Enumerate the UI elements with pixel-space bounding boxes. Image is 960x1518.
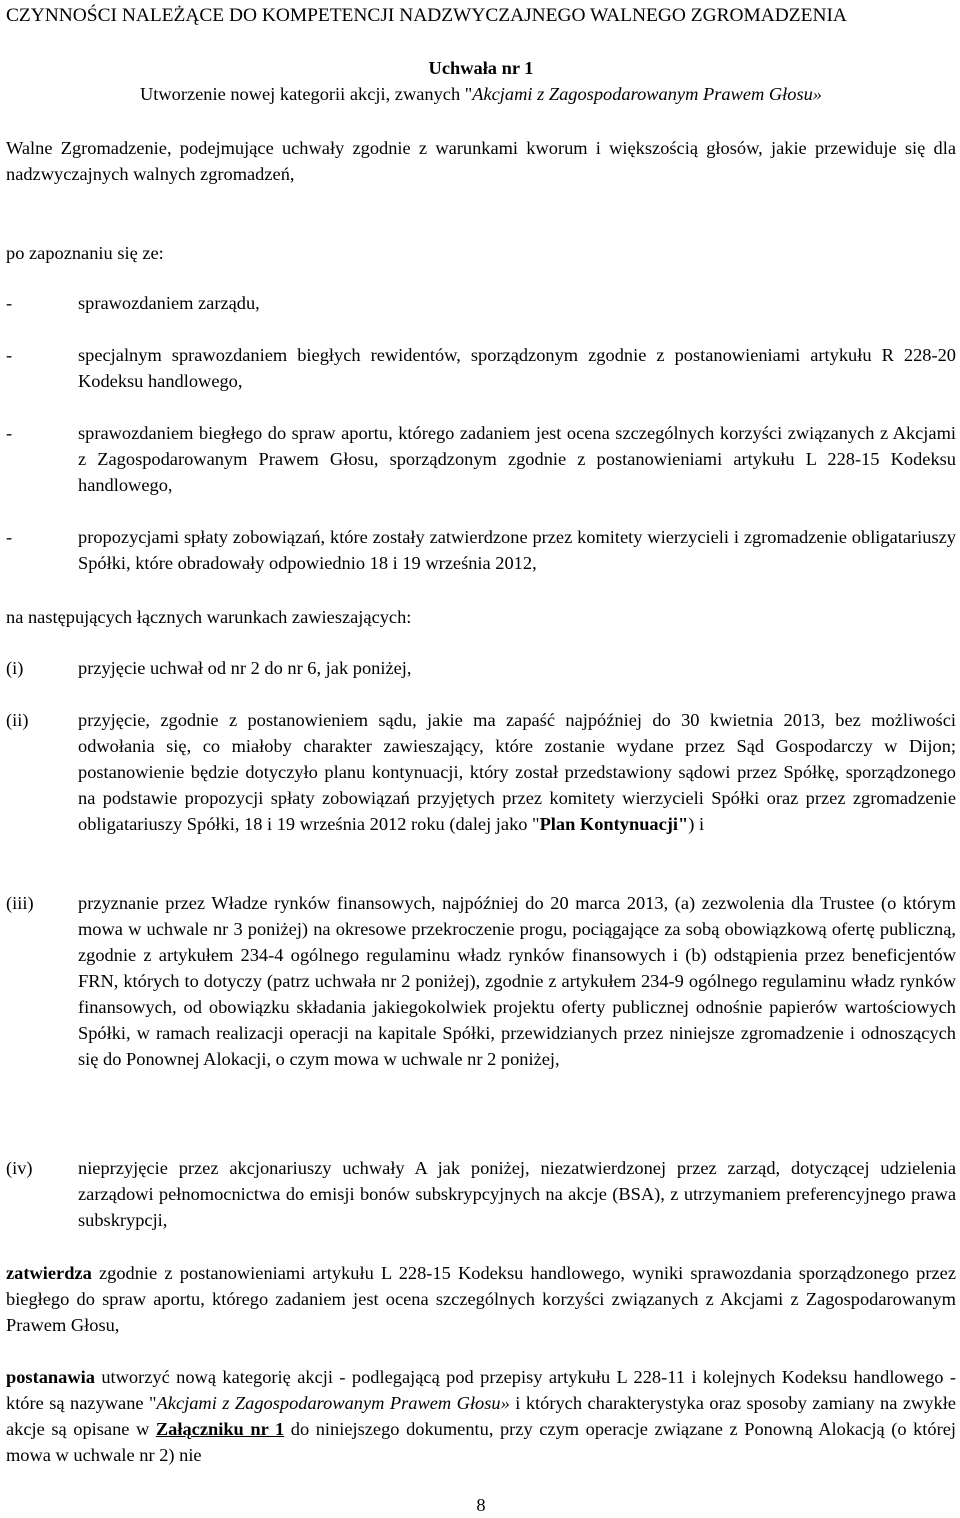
dash-item: [6, 524, 956, 576]
dash-marker: -: [6, 423, 13, 443]
dash-marker: -: [6, 345, 13, 365]
condition-item: [6, 1155, 956, 1233]
condition-text: przyjęcie uchwał od nr 2 do nr 6, jak poniżej,: [78, 658, 412, 678]
dash-item-text: sprawozdaniem biegłego do spraw aportu, którego zadaniem jest ocena szczególnych korzyści związanych z Akcjami z Zagospodarowanym Prawem Głosu, sporządzonym zgodnie z postanowieniami artykułu L 228-15 Kodeksu handlowego,: [78, 423, 956, 495]
conditions-intro: na następujących łącznych warunkach zawieszających:: [6, 607, 412, 627]
resolution-subtitle: [6, 81, 956, 107]
after-review-line: po zapoznaniu się ze:: [6, 243, 164, 263]
condition-marker: (ii): [6, 710, 29, 730]
dash-marker: -: [6, 293, 13, 313]
dash-item-text: sprawozdaniem zarządu,: [78, 293, 260, 313]
condition-marker: (i): [6, 658, 24, 678]
dash-item-text: propozycjami spłaty zobowiązań, które zostały zatwierdzone przez komitety wierzycieli i zgromadzenie obligatariuszy Spółki, które obradowały odpowiednio 18 i 19 września 2012,: [78, 527, 956, 573]
page-number: 8: [476, 1495, 486, 1515]
condition-item: [6, 890, 956, 1072]
decides-text-3: do niniejszego dokumentu, przy czym operacje związane z Ponowną Alokacją (o której mowa w uchwale nr 2) nie: [6, 1419, 956, 1465]
condition-text-body: przyjęcie, zgodnie z postanowieniem sądu, jakie ma zapaść najpóźniej do 30 kwietnia 2013, bez możliwości odwołania się, co miałoby charakter zawieszający, które zostanie wydane przez Sąd Gospodarczy w Dijon; postanowienie będzie dotyczyło planu kontynuacji, który został przedstawiony sądowi przez Spółkę, sporządzonego na podstawie propozycji spłaty zobowiązań przyjętych przez komitety wierzycieli Spółki oraz przez zgromadzenie obligatariuszy Spółki, 18 i 19 września 2012 roku (dalej jako ": [78, 710, 956, 834]
condition-text: nieprzyjęcie przez akcjonariuszy uchwały A jak poniżej, niezatwierdzonej przez zarząd, dotyczącej udzielenia zarządowi pełnomocnictwa do emisji bonów subskrypcyjnych na akcje (BSA), z utrzymaniem preferencyjnego prawa subskrypcji,: [78, 1158, 956, 1230]
condition-marker: (iv): [6, 1158, 33, 1178]
condition-text: przyznanie przez Władze rynków finansowych, najpóźniej do 20 marca 2013, (a) zezwolenia dla Trustee (o którym mowa w uchwale nr 3 poniżej) na okresowe przekroczenie progu, pociągające za sobą obowiązkową ofertę publiczną, zgodnie z artykułem 234-4 ogólnego regulaminu władz rynków finansowych i (b) odstąpienia przez beneficjentów FRN, których to dotyczy (patrz uchwała nr 2 poniżej), zgodnie z artykułem 234-9 ogólnego regulaminu władz rynków finansowych, od obowiązku składania jakiegokolwiek projektu oferty publicznej odnośnie papierów wartościowych Spółki, w ramach realizacji operacji na kapitale Spółki, przewidzianych przez niniejsze zgromadzenie i odnoszących się do Ponownej Alokacji, o czym mowa w uchwale nr 2 poniżej,: [78, 893, 956, 1069]
approves-keyword: zatwierdza: [6, 1263, 92, 1283]
decides-text-2: i których charakterystyka oraz sposoby zamiany na zwykłe akcje są opisane w: [6, 1393, 956, 1439]
decides-keyword: postanawia: [6, 1367, 95, 1387]
decides-italic-term: Akcjami z Zagospodarowanym Prawem Głosu»: [156, 1393, 510, 1413]
decides-paragraph: [6, 1364, 956, 1468]
intro-paragraph: Walne Zgromadzenie, podejmujące uchwały zgodnie z warunkami kworum i większością głosów, jakie przewiduje się dla nadzwyczajnych walnych zgromadzeń,: [6, 138, 956, 184]
resolution-subtitle-italic: Akcjami z Zagospodarowanym Prawem Głosu»: [472, 84, 823, 104]
approves-text: zgodnie z postanowieniami artykułu L 228-15 Kodeksu handlowego, wyniki sprawozdania sporządzonego przez biegłego do spraw aportu, którego zadaniem jest ocena szczególnych korzyści związanych z Akcjami z Zagospodarowanym Prawem Głosu,: [6, 1263, 956, 1335]
decides-text-1: utworzyć nową kategorię akcji - podlegającą pod przepisy artykułu L 228-11 i kolejnych Kodeksu handlowego - które są nazywane ": [6, 1367, 956, 1413]
dash-item-text: specjalnym sprawozdaniem biegłych rewidentów, sporządzonym zgodnie z postanowieniami artykułu R 228-20 Kodeksu handlowego,: [78, 345, 956, 391]
dash-item: [6, 290, 956, 316]
condition-text-tail: ) i: [688, 814, 705, 834]
condition-marker: (iii): [6, 893, 34, 913]
condition-item: [6, 707, 956, 837]
dash-item: [6, 420, 956, 498]
condition-item: [6, 655, 956, 681]
plan-term: Plan Kontynuacji": [539, 814, 689, 834]
resolution-title: Uchwała nr 1: [428, 58, 534, 78]
resolution-subtitle-plain: Utworzenie nowej kategorii akcji, zwanych ": [139, 84, 473, 104]
section-heading: CZYNNOŚCI NALEŻĄCE DO KOMPETENCJI NADZWYCZAJNEGO WALNEGO ZGROMADZENIA: [6, 5, 847, 26]
approves-paragraph: [6, 1260, 956, 1338]
dash-item: [6, 342, 956, 394]
dash-marker: -: [6, 527, 13, 547]
condition-text: [78, 707, 956, 837]
annex-reference: Załączniku nr 1: [155, 1419, 285, 1439]
